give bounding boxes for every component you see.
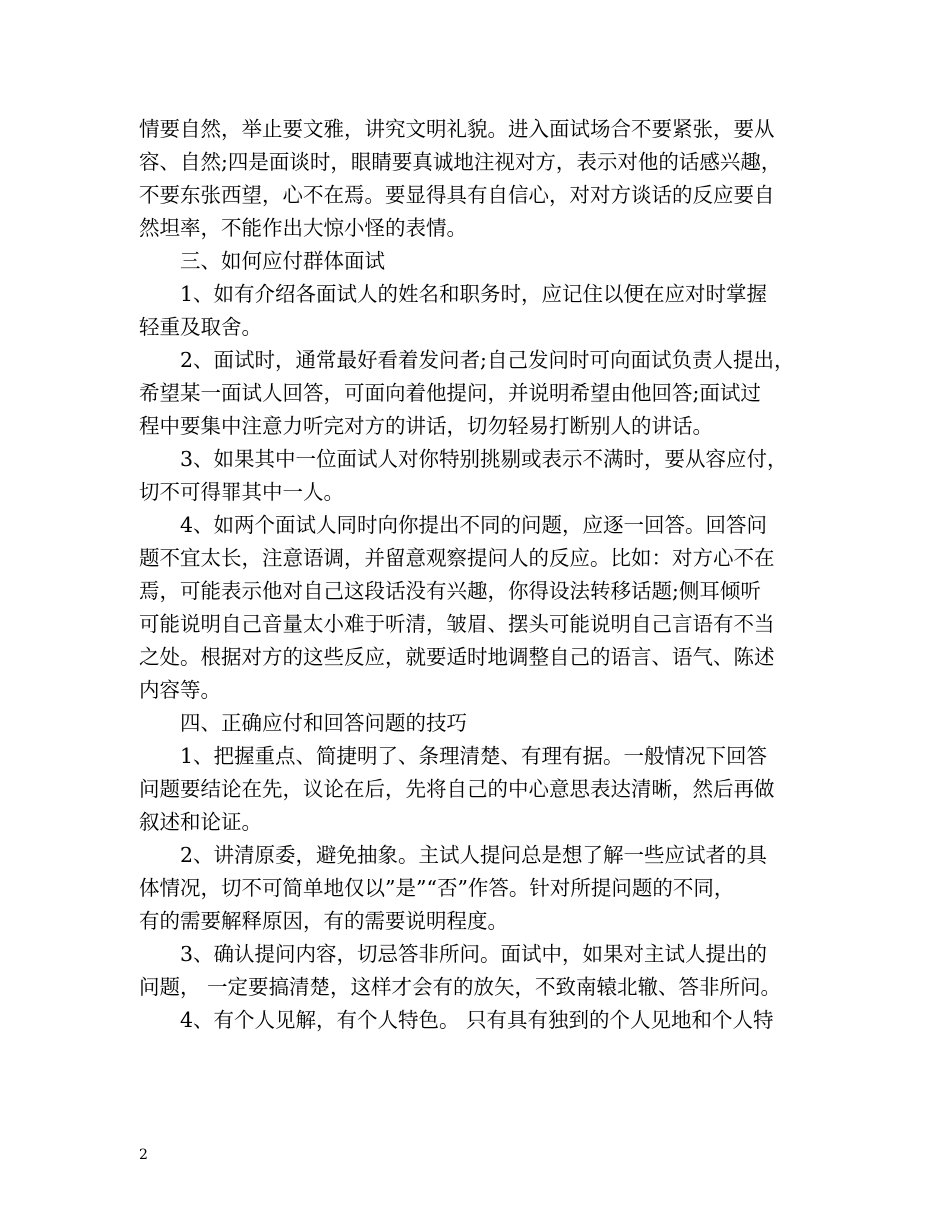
text-line: 叙述和论证。 [139,810,262,834]
page-number: 2 [139,1147,148,1163]
text-line: 容、自然;四是面谈时，眼睛要真诚地注视对方，表示对他的话感兴趣， [139,150,782,174]
text-line: 可能说明自己音量太小难于听清，皱眉、摆头可能说明自己言语有不当 [139,612,775,636]
text-line: 有的需要解释原因，有的需要说明程度。 [139,909,508,933]
text-line: 希望某一面试人回答，可面向着他提问，并说明希望由他回答;面试过 [139,381,761,405]
text-line: 内容等。 [139,678,221,702]
text-line: 程中要集中注意力听完对方的讲话，切勿轻易打断别人的讲话。 [139,414,713,438]
text-line: 2、面试时，通常最好看着发问者;自己发问时可向面试负责人提出， [139,348,795,372]
text-line: 情要自然，举止要文雅，讲究文明礼貌。进入面试场合不要紧张，要从 [139,117,775,141]
text-line: 不要东张西望，心不在焉。要显得具有自信心，对对方谈话的反应要自 [139,183,775,207]
text-line: 2、讲清原委，避免抽象。主试人提问总是想了解一些应试者的具 [139,843,768,867]
text-line: 切不可得罪其中一人。 [139,480,344,504]
text-line: 焉，可能表示他对自己这段话没有兴趣，你得设法转移话题;侧耳倾听 [139,579,761,603]
text-line: 轻重及取舍。 [139,315,262,339]
text-line: 1、如有介绍各面试人的姓名和职务时，应记住以便在应对时掌握 [139,282,768,306]
text-line: 问题要结论在先，议论在后，先将自己的中心意思表达清晰，然后再做 [139,777,775,801]
text-line: 4、如两个面试人同时向你提出不同的问题，应逐一回答。回答问 [139,513,768,537]
text-line: 3、确认提问内容，切忌答非所问。面试中，如果对主试人提出的 [139,942,768,966]
text-line: 3、如果其中一位面试人对你特别挑剔或表示不满时，要从容应付， [139,447,788,471]
text-line: 之处。根据对方的这些反应，就要适时地调整自己的语言、语气、陈述 [139,645,775,669]
text-line: 4、有个人见解，有个人特色。 只有具有独到的个人见地和个人特 [139,1008,774,1032]
text-line: 然坦率，不能作出大惊小怪的表情。 [139,216,467,240]
section-heading: 三、如何应付群体面试 [139,249,385,273]
text-line: 题不宜太长，注意语调，并留意观察提问人的反应。比如：对方心不在 [139,546,775,570]
text-line: 体情况，切不可简单地仅以”是”“否”作答。针对所提问题的不同， [139,876,735,900]
section-heading: 四、正确应付和回答问题的技巧 [139,711,467,735]
text-line: 问题， 一定要搞清楚，这样才会有的放矢，不致南辕北辙、答非所问。 [139,975,782,999]
text-line: 1、把握重点、简捷明了、条理清楚、有理有据。一般情况下回答 [139,744,768,768]
document-body [139,113,829,1037]
